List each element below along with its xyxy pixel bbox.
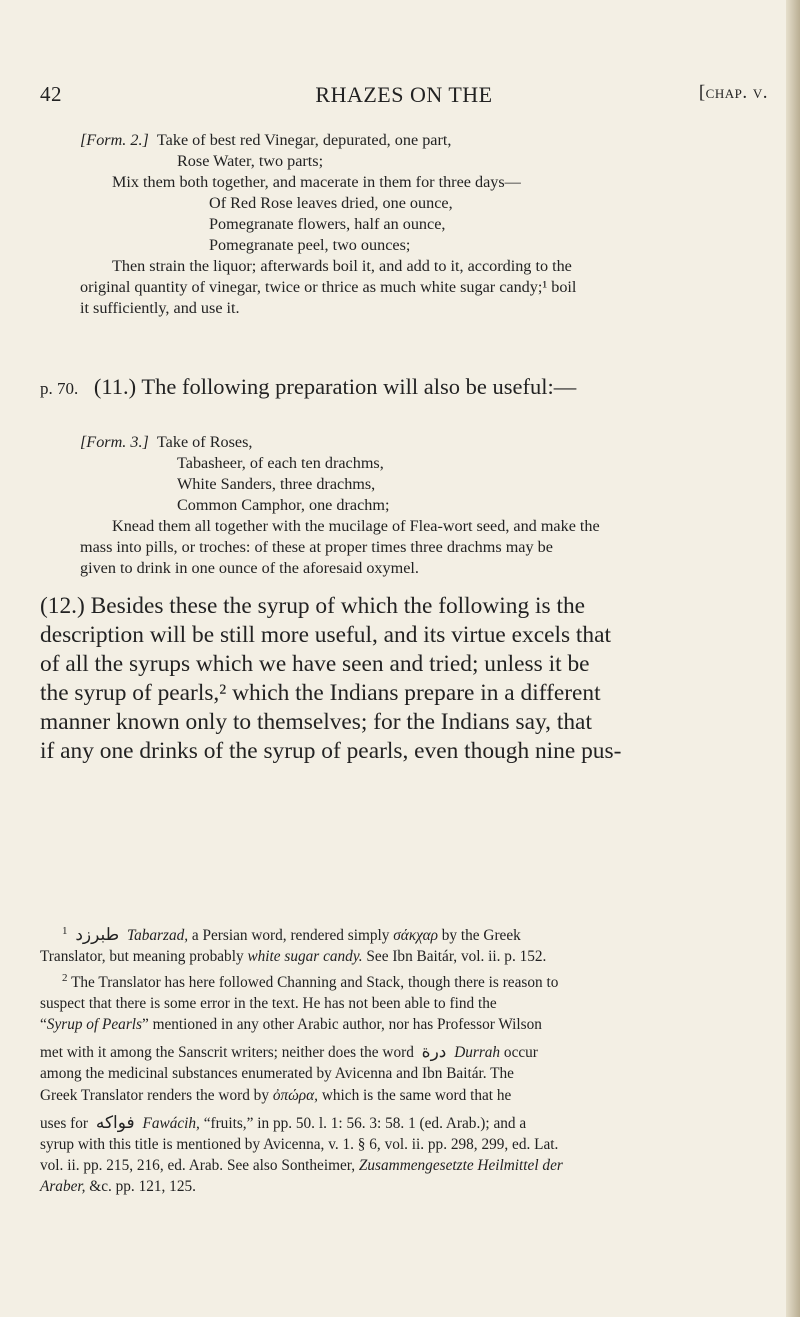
formula-2 — [80, 130, 770, 319]
page-edge — [786, 0, 800, 1317]
chapter-label: [chap. v. — [698, 82, 768, 103]
section-12-line-4: the syrup of pearls,² which the Indians prepare in a different — [40, 680, 601, 706]
formula-2-line-8: original quantity of vinegar, twice or thrice as much white sugar candy;¹ boil — [80, 278, 577, 296]
term-tabarzad: Tabarzad, — [126, 927, 189, 945]
footnote-2-line-4: met with it among the Sanscrit writers; neither does the word درة Durrah occur — [40, 1042, 538, 1062]
greek-opora: ὀπώρα, — [272, 1086, 318, 1104]
formula-2-line-1: [Form. 2.] Take of best red Vinegar, depurated, one part, — [80, 131, 452, 149]
page-number: 42 — [40, 82, 62, 106]
formula-2-line-4: Of Red Rose leaves dried, one ounce, — [209, 194, 453, 212]
footnote-2-line-3: “Syrup of Pearls” mentioned in any other Arabic author, nor has Professor Wilson — [40, 1016, 542, 1033]
margin-page-note: p. 70. — [40, 379, 79, 398]
footnote-2-line-9: vol. ii. pp. 215, 216, ed. Arab. See also Sontheimer, Zusammengesetzte Heilmittel der — [40, 1157, 563, 1175]
footnote-2-line-10: Araber, &c. pp. 121, 125. — [40, 1178, 196, 1196]
footnote-2-line-1: $^2$ The Translator has here followed Channing and Stack, though there is reason to — [62, 971, 559, 991]
footnote-2-line-5: among the medicinal substances enumerated by Avicenna and Ibn Baitár. The — [40, 1065, 514, 1083]
section-12-line-1: (12.) Besides these the syrup of which the following is the — [40, 593, 586, 619]
running-header — [40, 82, 768, 112]
footnote-2-line-8: syrup with this title is mentioned by Avicenna, v. 1. § 6, vol. ii. pp. 298, 299, ed. Lat. — [40, 1136, 559, 1154]
formula-2-line-3: Mix them both together, and macerate in them for three days— — [112, 173, 521, 191]
footnote-1-marker: 1 — [62, 925, 68, 937]
footnote-2-line-6: Greek Translator renders the word by ὀπώρα, which is the same word that he — [40, 1086, 512, 1104]
formula-2-label: [Form. 2.] — [80, 131, 149, 149]
formula-3-line-2: Tabasheer, of each ten drachms, — [177, 454, 384, 472]
running-title: RHAZES ON THE — [315, 82, 493, 107]
formula-3-line-3: White Sanders, three drachms, — [177, 475, 376, 493]
formula-3-label: [Form. 3.] — [80, 433, 149, 451]
formula-3-line-5: Knead them all together with the mucilage of Flea-wort seed, and make the — [112, 517, 600, 535]
formula-3-line-6: mass into pills, or troches: of these at proper times three drachms may be — [80, 538, 553, 556]
footnote-2-line-2: suspect that there is some error in the text. He has not been able to find the — [40, 994, 497, 1012]
formula-2-line-5: Pomegranate flowers, half an ounce, — [209, 215, 446, 233]
section-12-line-2: description will be still more useful, and its virtue excels that — [40, 622, 611, 648]
formula-3-line-4: Common Camphor, one drachm; — [177, 496, 390, 514]
formula-2-line-2: Rose Water, two parts; — [177, 152, 324, 170]
formula-2-line-9: it sufficiently, and use it. — [80, 299, 240, 317]
greek-sakchar: σάκχαρ — [393, 927, 438, 945]
formula-3-line-1: [Form. 3.] Take of Roses, — [80, 433, 253, 451]
formula-2-line-6: Pomegranate peel, two ounces; — [209, 236, 411, 254]
footnote-2-marker: 2 — [62, 971, 68, 984]
section-12-line-5: manner known only to themselves; for the Indians say, that — [40, 709, 592, 735]
formula-3 — [80, 432, 770, 579]
footnote-1-line-2: Translator, but meaning probably white sugar candy. See Ibn Baitár, vol. ii. p. 152. — [40, 948, 547, 966]
section-12 — [40, 592, 770, 766]
section-12-line-3: of all the syrups which we have seen and tried; unless it be — [40, 651, 590, 677]
arabic-tabarzad: طبرزد — [75, 925, 120, 945]
formula-2-line-7: Then strain the liquor; afterwards boil it, and add to it, according to the — [112, 257, 572, 275]
formula-3-line-7: given to drink in one ounce of the aforesaid oxymel. — [80, 559, 419, 577]
arabic-durrah: درة — [421, 1042, 447, 1062]
section-11-text: (11.) The following preparation will also be useful:— — [93, 374, 577, 399]
arabic-fawakih: فواكه — [95, 1112, 135, 1132]
footnote-1-line-1: $^1$ طبرزد Tabarzad, a Persian word, rendered simply σάκχαρ by the Greek — [62, 925, 521, 945]
section-12-line-6: if any one drinks of the syrup of pearls, even though nine pus- — [40, 738, 622, 764]
footnotes — [40, 921, 770, 1198]
footnote-2-line-7: uses for فواكه Fawácih, “fruits,” in pp. 50. l. 1: 56. 3: 58. 1 (ed. Arab.); and a — [40, 1112, 527, 1132]
section-11 — [40, 374, 770, 400]
